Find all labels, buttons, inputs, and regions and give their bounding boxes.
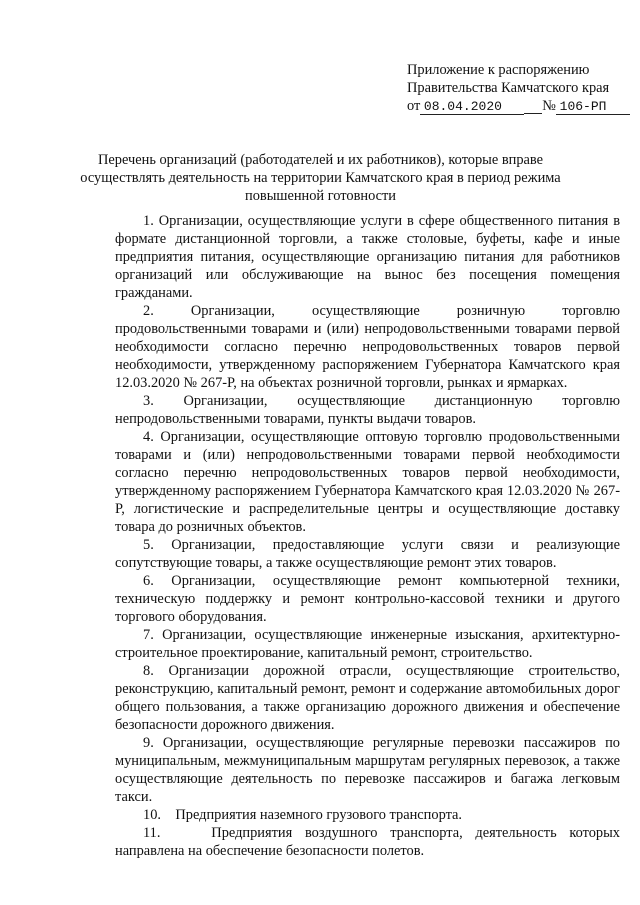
date-field — [420, 99, 524, 115]
number-field — [556, 99, 630, 115]
list-item-2: 2. Организации, осуществляющие розничную торговлю продовольственными товарами и (или) непродовольственными товарами первой необходимости согласно перечню непродовольственных товаров первой необходимости, утвержденному распоряжением Губернатора Камчатского края 12.03.2020 № 267-Р, на объектах розничной торговли, рынках и ярмарках. — [115, 303, 620, 391]
list-item-6: 6. Организации, осуществляющие ремонт компьютерной техники, техническую поддержку и ремонт контрольно-кассовой техники и другого торгового оборудования. — [115, 573, 620, 625]
document-body — [115, 212, 624, 860]
list-item-9: 9. Организации, осуществляющие регулярные перевозки пассажиров по муниципальным, межмуниципальным маршрутам регулярных перевозок, а также осуществляющие деятельность по перевозке пассажиров и багажа легковым такси. — [115, 735, 620, 805]
date-prefix: от — [407, 98, 421, 114]
appendix-line-2: Правительства Камчатского края — [407, 80, 610, 96]
list-item-11: 11. Предприятия воздушного транспорта, деятельность которых направлена на обеспечение безопасности полетов. — [115, 825, 624, 859]
number-value: 106-РП — [559, 99, 607, 114]
appendix-header — [407, 61, 632, 115]
appendix-date-line — [407, 97, 632, 115]
date-value: 08.04.2020 — [423, 99, 502, 114]
list-item-8: 8. Организации дорожной отрасли, осуществляющие строительство, реконструкцию, капитальный ремонт, ремонт и содержание автомобильных дорог общего пользования, а также организацию дорожного движения и обеспечение безопасности дорожного движения. — [115, 663, 620, 733]
list-item-3: 3. Организации, осуществляющие дистанционную торговлю непродовольственными товарами, пункты выдачи товаров. — [115, 393, 620, 427]
list-item-5: 5. Организации, предоставляющие услуги связи и реализующие сопутствующие товары, а также осуществляющие ремонт этих товаров. — [115, 537, 620, 571]
appendix-line-1: Приложение к распоряжению — [407, 62, 590, 78]
date-underline-tail — [524, 99, 542, 114]
list-item-4: 4. Организации, осуществляющие оптовую торговлю продовольственными товарами и (или) непродовольственными товарами первой необходимости согласно перечню непродовольственных товаров первой необходимости, утвержденному распоряжением Губернатора Камчатского края 12.03.2020 № 267-Р, логистические и распределительные центры и осуществляющие доставку товара до розничных объектов. — [115, 429, 620, 535]
document-title: Перечень организаций (работодателей и их работников), которые вправе осуществлять деятельность на территории Камчатского края в период режима повышенной готовности — [80, 152, 561, 204]
number-prefix: № — [542, 98, 557, 114]
list-item-10: 10. Предприятия наземного грузового транспорта. — [143, 807, 463, 823]
list-item-1: 1. Организации, осуществляющие услуги в сфере общественного питания в формате дистанционной торговли, а также столовые, буфеты, кафе и иные предприятия питания, осуществляющие организацию питания для работников организаций или обслуживающие на вынос без посещения помещения гражданами. — [115, 213, 620, 301]
list-item-7: 7. Организации, осуществляющие инженерные изыскания, архитектурно-строительное проектирование, капитальный ремонт, строительство. — [115, 627, 620, 661]
